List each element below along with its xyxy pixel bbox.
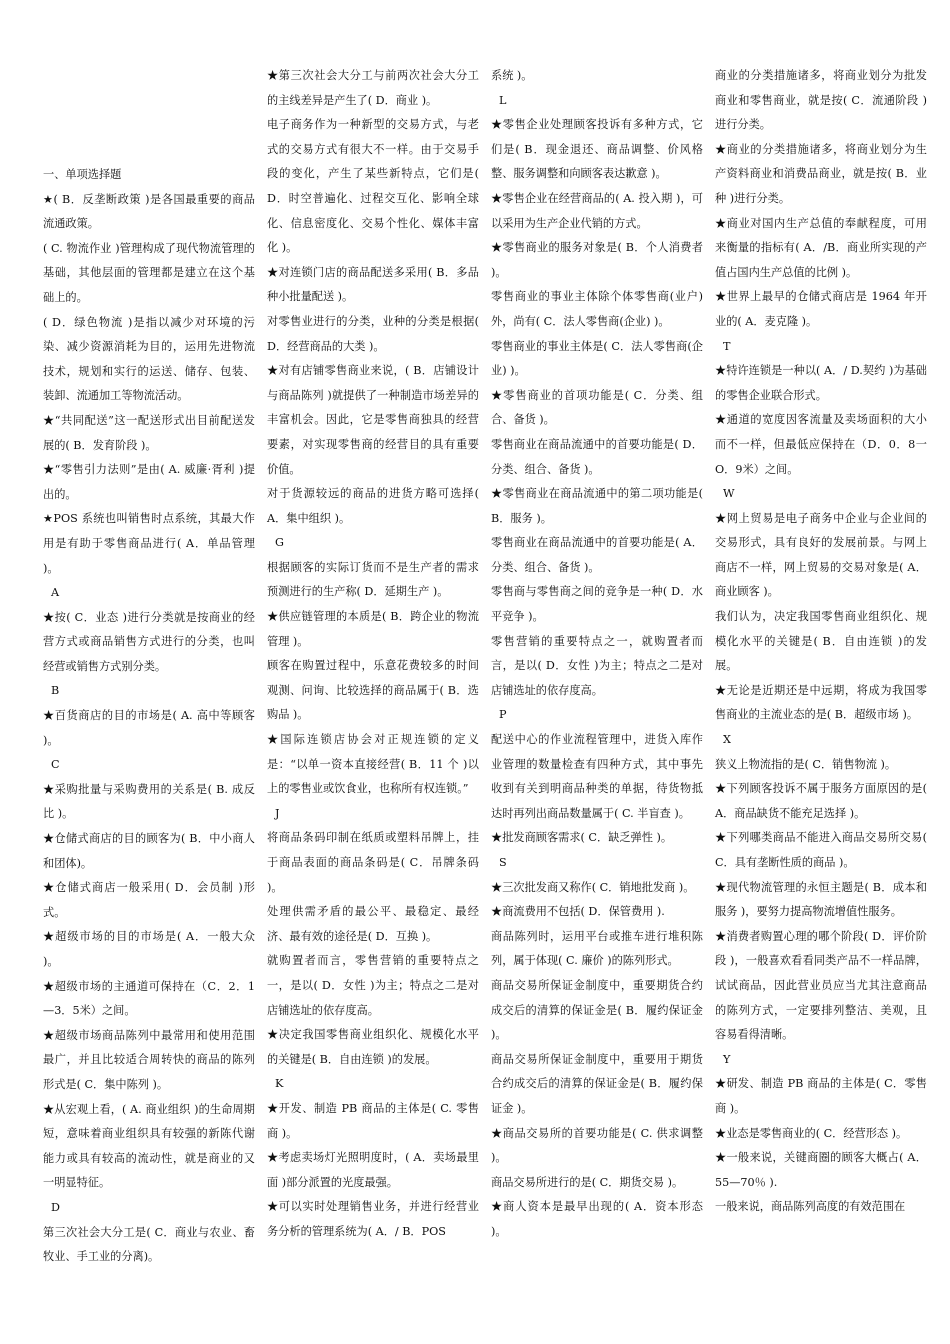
question-item: 处理供需矛盾的最公平、最稳定、最经济、最有效的途径是( D．互换 )。 [267,905,479,943]
question-item: ★消费者购置心理的哪个阶段( D．评价阶段 )，一般喜欢看看同类产品不一样品牌，试试商品，因此营业员应当尤其注意商品的陈列方式，一定要排列整洁、美观，且容易看得清晰。 [715,929,927,1042]
question-item: ( D．绿色物流 )是指以减少对环境的污染、减少资源消耗为目的，运用先进物流技术，规划和实行的运送、储存、包装、装卸、流通加工等物流活动。 [43,315,255,403]
text-column-4 [715,64,927,1220]
section-letter-heading: A [51,586,60,600]
question-item: ★世界上最早的仓储式商店是 1964 年开业的( A．麦克隆 )。 [715,290,927,328]
question-item: 就购置者而言，零售营销的重要特点之一，是以( D．女性 )为主；特点之二是对店铺选址的依存度高。 [267,954,479,1017]
question-item: ★批发商顾客需求( C．缺乏弹性 )。 [491,831,673,845]
question-item: 商品交易所保证金制度中，重要期货合约成交后的清算的保证金是( B．履约保证金 )。 [491,978,703,1042]
question-item: ★现代物流管理的永恒主题是( B．成本和服务 )，要努力提高物流增值性服务。 [715,880,927,919]
question-item: ★无论是近期还是中远期，将成为我国零售商业的主流业态的是( B．超级市场 )。 [715,683,927,722]
question-item: 我们认为，决定我国零售商业组织化、规模化水平的关键是( B．自由连锁 )的发展。 [715,610,927,673]
question-item: 根据顾客的实际订货而不是生产者的需求预测进行的生产称( D．延期生产 )。 [267,560,479,599]
section-letter-heading: K [275,1077,284,1091]
question-item: ★下列顾客投诉不属于服务方面原因的是( A．商品缺货不能充足选择 )。 [715,782,927,820]
question-item: ★特许连锁是一种以( A．/ D.契约 )为基础的零售企业联合形式。 [715,364,927,402]
question-item: ★零售商业的服务对象是( B．个人消费者 )。 [491,241,703,279]
question-item: ★商流费用不包括( D．保管费用 ). [491,905,665,919]
question-item: 一、单项选择题 [43,168,122,181]
question-item: ★商业对国内生产总值的奉献程度，可用来衡量的指标有( A．/B．商业所实现的产值占国内生产总值的比例 )。 [715,216,927,279]
question-item: ★零售企业在经营商品的( A. 投入期 )，可以采用为生产企业代销的方式。 [491,191,703,230]
section-letter-heading: T [723,339,731,353]
question-item: ★“共同配送”这一配送形式出目前配送发展的( B．发育阶段 )。 [43,413,255,452]
section-letter-heading: L [499,93,507,107]
question-item: 狭义上物流指的是( C．销售物流 )。 [715,757,897,771]
question-item: ★零售商业在商品流通中的第二项功能是( B．服务 )。 [491,487,703,525]
question-item: 对零售业进行的分类，业种的分类是根据( D．经营商品的大类 )。 [267,314,479,353]
question-item: 商品交易所保证金制度中，重要用于期货合约成交后的清算的保证金是( B．履约保证金 )。 [491,1052,703,1115]
section-letter-heading: S [499,856,507,869]
question-item: 零售商业在商品流通中的首要功能是( A．分类、组合、备货 )。 [491,536,703,574]
text-column-3 [491,64,703,1245]
question-item: ★零售商业的首项功能是( C．分类、组合、备货 )。 [491,388,703,427]
question-item: ★百货商店的目的市场是( A. 高中等顾客 )。 [43,709,255,747]
question-item: 一般来说，商品陈列高度的有效范围在 [715,1200,906,1214]
question-item: 商品陈列时，运用平台或推车进行堆积陈列，属于体现( C. 廉价 )的陈列形式。 [491,929,703,968]
section-letter-heading: W [723,487,735,501]
question-item: ★决定我国零售商业组织化、规模化水平的关键是( B．自由连锁 )的发展。 [267,1028,479,1066]
question-item: ★仓储式商店的目的顾客为( B．中小商人和团体)。 [43,832,255,870]
section-letter-heading: B [51,684,60,698]
question-item: ★商业的分类措施诸多，将商业划分为生产资料商业和消费品商业，就是按( B．业种 )进行分类。 [715,142,927,205]
question-item: ★下列哪类商品不能进入商品交易所交易( C．具有垄断性质的商品 )。 [715,831,927,869]
question-item: ★超级市场的主通道可保持在（C．2．1—3．5米）之间。 [43,979,255,1018]
question-item: 零售营销的重要特点之一，就购置者而言，是以( D．女性 )为主；特点之二是对店铺选址的依存度高。 [491,634,703,697]
question-item: ★采购批量与采购费用的关系是( B. 成反比 )。 [43,782,255,821]
question-item: ★超级市场商品陈列中最常用和使用范围最广，并且比较适合周转快的商品的陈列形式是( C．集中陈列 )。 [43,1028,255,1091]
question-item: 商品交易所进行的是( C．期货交易 )。 [491,1175,684,1189]
question-item: ★国际连锁店协会对正规连锁的定义是：“以单一资本直接经营( B．11 个 )以上的零售业或饮食业，也称所有权连锁。” [267,733,479,796]
question-item: ★商品交易所的首要功能是( C. 供求调整 )。 [491,1126,703,1165]
question-item: ★一般来说，关键商圈的顾客大概占( A．55—70％ ). [715,1151,927,1189]
question-item: ( C. 物流作业 )管理构成了现代物流管理的基础，其他层面的管理都是建立在这个基础上的。 [43,241,255,304]
section-letter-heading: D [51,1200,60,1214]
question-item: 顾客在购置过程中，乐意花费较多的时间观测、问询、比较选择的商品属于( B．选购品 )。 [267,659,479,722]
question-item: ★按( C．业态 )进行分类就是按商业的经营方式或商品销售方式进行的分类，也叫经营或销售方式别分类。 [43,610,255,673]
question-item: 电子商务作为一种新型的交易方式，与老式的交易方式有很大不一样。由于交易手段的变化，产生了某些新特点，它们是( D．时空普遍化、过程交互化、影响全球化、信息密度化、交易个性化、媒体丰富化 )。 [267,118,479,255]
question-item: ★对连锁门店的商品配送多采用( B．多品种小批量配送 )。 [267,265,479,304]
section-letter-heading: G [275,536,284,550]
question-item: 将商品条码印制在纸质或塑料吊牌上，挂于商品表面的商品条码是( C．吊牌条码 )。 [267,831,479,894]
section-letter-heading: Y [723,1052,731,1066]
question-item: ★通道的宽度因客流量及卖场面积的大小而不一样，但最低应保持在（D．0．8一O．9米）之间。 [715,413,927,476]
question-item: 零售商与零售商之间的竞争是一种( D．水平竞争 )。 [491,585,703,624]
question-item: ★研发、制造 PB 商品的主体是( C．零售商 )。 [715,1077,927,1115]
question-item: ★第三次社会大分工与前两次社会大分工的主线差异是产生了( D．商业 )。 [267,69,479,107]
question-item: 零售商业的事业主体是( C．法人零售商(企业) )。 [491,339,703,378]
question-item: ★POS 系统也叫销售时点系统，其最大作用是有助于零售商品进行( A．单品管理 )。 [43,512,255,575]
question-item: ★超级市场的目的市场是( A．一般大众 )。 [43,930,255,968]
section-letter-heading: P [499,708,507,722]
question-item: 商业的分类措施诸多，将商业划分为批发商业和零售商业，就是按( C．流通阶段 ) 进行分类。 [715,69,927,132]
section-letter-heading: X [723,733,731,747]
question-item: ★三次批发商又称作( C．销地批发商 )。 [491,880,695,894]
section-letter-heading: J [275,806,280,820]
question-item: ★商人资本是最早出现的( A．资本形态 )。 [491,1200,703,1238]
question-item: ★开发、制造 PB 商品的主体是( C. 零售商 )。 [267,1101,479,1140]
question-item: 系统 )。 [491,69,533,82]
question-item: ★网上贸易是电子商务中企业与企业间的交易形式，具有良好的发展前景。与网上商店不一样，网上贸易的交易对象是( A．商业顾客 )。 [715,511,927,599]
question-item: 零售商业在商品流通中的首要功能是( D．分类、组合、备货 )。 [491,437,703,476]
question-item: ★对有店铺零售商业来说，( B．店铺设计与商品陈列 )就提供了一种制造市场差异的丰富机会。因此，它是零售商独具的经营要素，对实现零售商的经营目的具有重要价值。 [267,364,479,476]
question-item: ★仓储式商店一般采用( D．会员制 )形式。 [43,881,255,919]
question-item: 对于货源较远的商品的进货方略可选择( A．集中组织 )。 [267,487,479,525]
question-item: ★供应链管理的本质是( B．跨企业的物流管理 )。 [267,610,479,648]
question-item: 零售商业的事业主体除个体零售商(业户)外，尚有( C．法人零售商(企业) )。 [491,290,703,328]
question-item: ★业态是零售商业的( C．经营形态 )。 [715,1126,908,1140]
question-item: ★考虑卖场灯光照明度时，( A．卖场最里面 )部分派置的光度最强。 [267,1151,479,1189]
question-item: ★零售企业处理顾客投诉有多种方式，它们是( B．现金退还、商品调整、价风格整、服务调整和向顾客表达歉意 )。 [491,118,703,181]
question-item: ★可以实时处理销售业务，并进行经营业务分析的管理系统为( A．/ B．POS [267,1200,479,1238]
question-item: ★( B．反垄断政策 )是各国最重要的商品流通政策。 [43,192,255,231]
question-item: 配送中心的作业流程管理中，进货入库作业管理的数量检查有四种方式，其中事先收到有关到明商品种类的单据，待货物抵达时再列出商品数量属于( C. 半盲查 )。 [491,733,703,820]
text-column-1 [43,163,255,1270]
section-letter-heading: C [51,758,60,772]
question-item: ★“零售引力法则”是由( A. 威廉·胥利 )提出的。 [43,463,255,501]
question-item: ★从宏观上看，( A. 商业组织 )的生命周期短，意味着商业组织具有较强的新陈代谢能力或具有较高的流动性，就是商业的又一明显特征。 [43,1102,255,1190]
question-item: 第三次社会大分工是( C．商业与农业、畜牧业、手工业的分离)。 [43,1225,255,1264]
text-column-2 [267,64,479,1245]
